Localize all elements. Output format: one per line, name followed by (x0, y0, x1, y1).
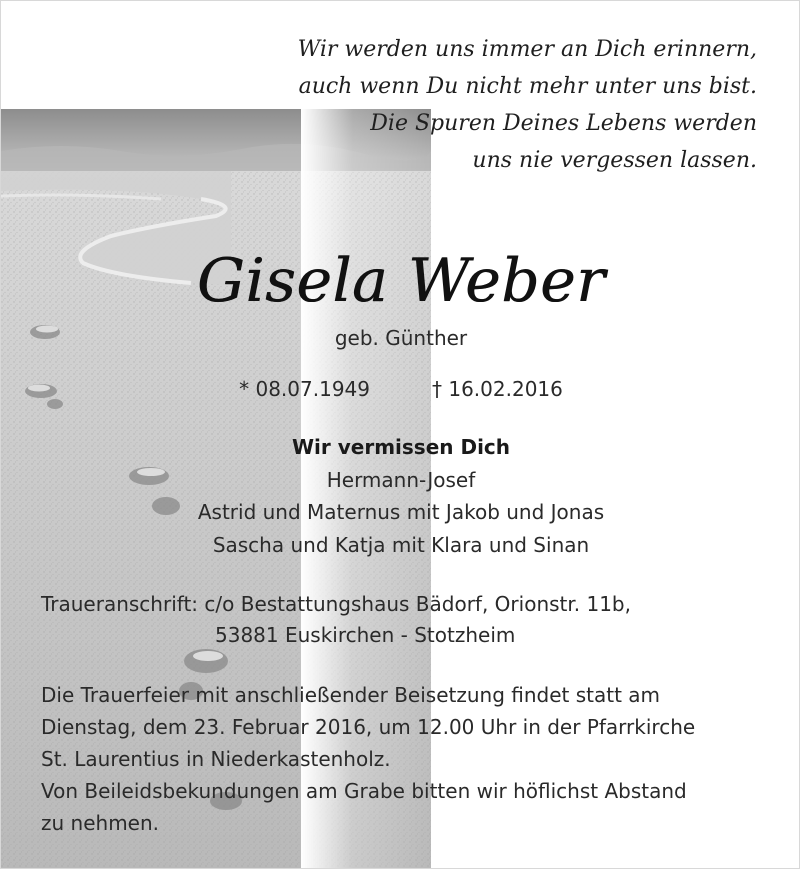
mourner-line: Sascha und Katja mit Klara und Sinan (212, 532, 590, 557)
service-line: zu nehmen. (41, 811, 160, 835)
memorial-verse (197, 31, 757, 179)
service-line: St. Laurentius in Niederkastenholz. (41, 747, 391, 771)
service-line: Von Beileidsbekundungen am Grabe bitten wir höflichst Abstand (41, 779, 687, 803)
verse-line: auch wenn Du nicht mehr unter uns bist. (298, 74, 757, 99)
death-date: † 16.02.2016 (432, 377, 563, 401)
service-notice (41, 679, 781, 839)
maiden-name: geb. Günther (334, 326, 468, 350)
address-line-1: Traueranschrift: c/o Bestattungshaus Bädorf, Orionstr. 11b, (41, 592, 631, 616)
service-line: Die Trauerfeier mit anschließender Beisetzung findet statt am (41, 683, 661, 707)
deceased-name: Gisela Weber (196, 246, 606, 316)
verse-line: uns nie vergessen lassen. (472, 148, 757, 173)
mourners-block (1, 431, 800, 561)
birth-date: * 08.07.1949 (239, 377, 370, 401)
life-dates (1, 375, 800, 403)
verse-line: Wir werden uns immer an Dich erinnern, (297, 37, 757, 62)
mourner-line: Hermann-Josef (326, 467, 476, 492)
service-line: Dienstag, dem 23. Februar 2016, um 12.00 Uhr in der Pfarrkirche (41, 715, 696, 739)
verse-line: Die Spuren Deines Lebens werden (370, 111, 757, 136)
mourner-line: Astrid und Maternus mit Jakob und Jonas (197, 500, 605, 524)
address-line-2: 53881 Euskirchen - Stotzheim (215, 623, 516, 647)
mourners-heading: Wir vermissen Dich (291, 435, 511, 459)
mourning-address (41, 589, 781, 651)
